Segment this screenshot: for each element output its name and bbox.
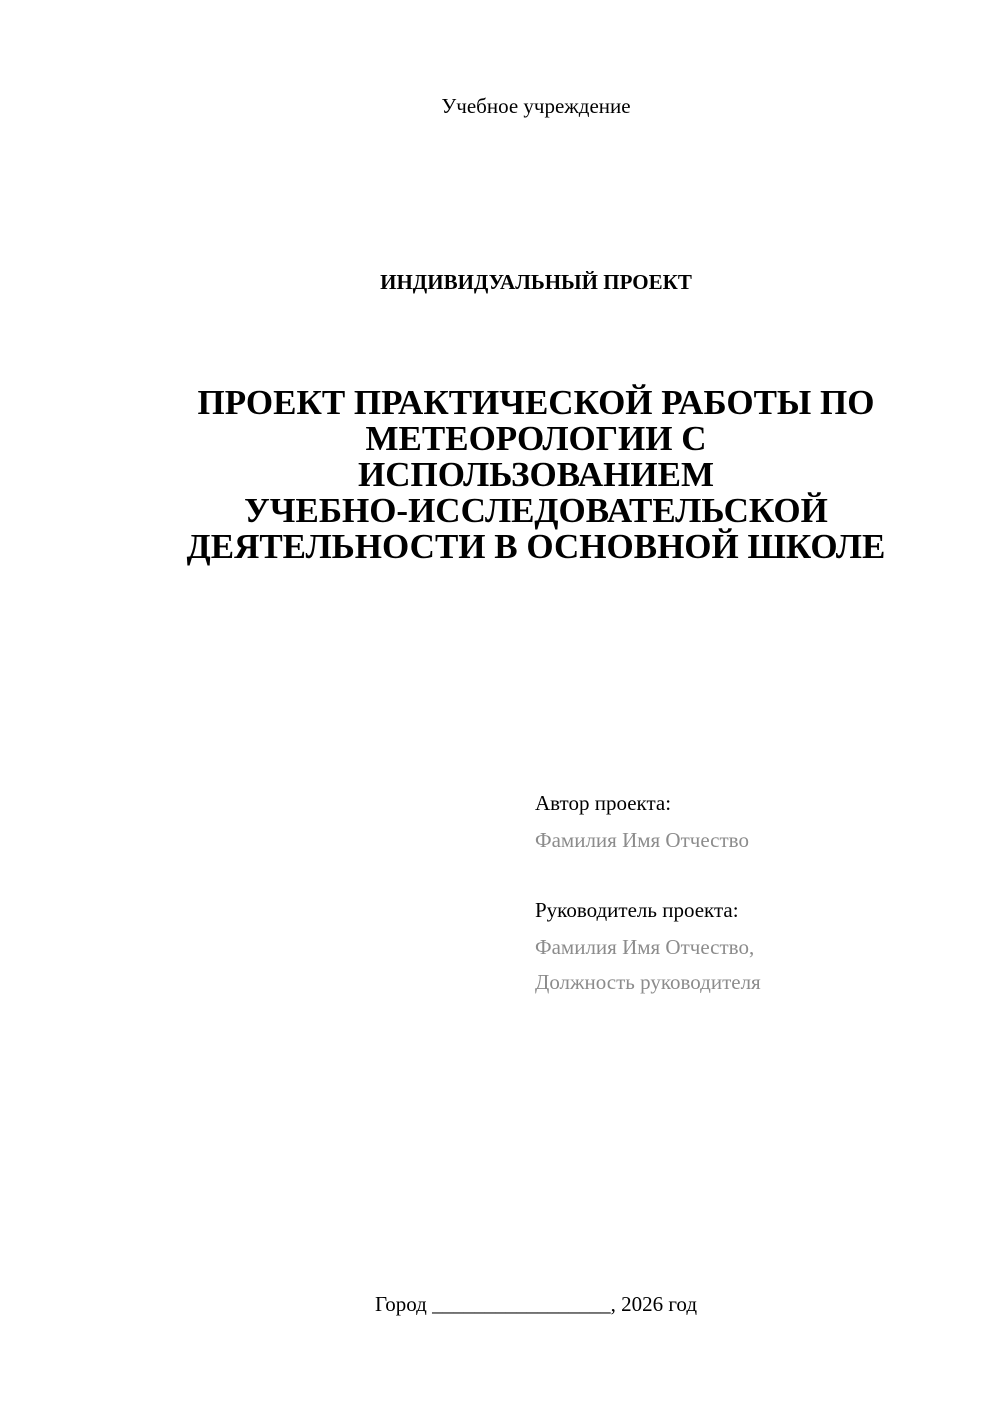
supervisor-block	[535, 896, 761, 996]
author-label: Автор проекта:	[535, 791, 672, 815]
document-type-label: ИНДИВИДУАЛЬНЫЙ ПРОЕКТ	[380, 270, 692, 294]
title-line: ДЕЯТЕЛЬНОСТИ В ОСНОВНОЙ ШКОЛЕ	[186, 527, 886, 566]
document-title	[0, 385, 1000, 565]
author-block	[535, 789, 749, 854]
supervisor-position: Должность руководителя	[535, 970, 761, 994]
city-year-line: Город _________________, 2026 год	[374, 1292, 698, 1316]
supervisor-label: Руководитель проекта:	[535, 898, 739, 922]
author-name: Фамилия Имя Отчество	[535, 828, 749, 852]
title-line: ПРОЕКТ ПРАКТИЧЕСКОЙ РАБОТЫ ПО	[197, 383, 875, 422]
institution-name: Учебное учреждение	[441, 94, 631, 118]
title-line: ИСПОЛЬЗОВАНИЕМ	[357, 455, 715, 494]
supervisor-name: Фамилия Имя Отчество,	[535, 935, 755, 959]
title-line: УЧЕБНО-ИССЛЕДОВАТЕЛЬСКОЙ	[244, 491, 828, 530]
title-line: МЕТЕОРОЛОГИИ С	[365, 419, 707, 458]
